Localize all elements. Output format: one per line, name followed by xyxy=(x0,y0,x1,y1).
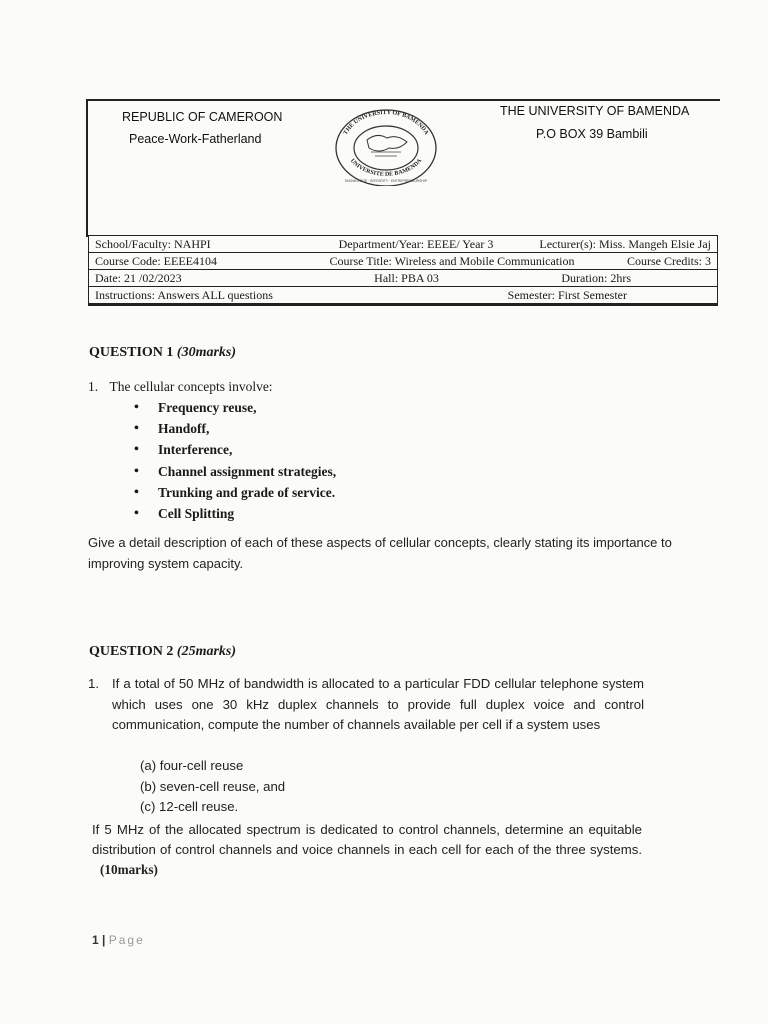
reuse-options-list xyxy=(140,756,285,818)
info-row-2 xyxy=(89,253,718,270)
list-item: • Channel assignment strategies, xyxy=(134,461,336,482)
question-1-title xyxy=(89,345,236,361)
question-2-paragraph-marks: (10marks) xyxy=(100,862,158,877)
header-motto: Peace-Work-Fatherland xyxy=(129,132,262,146)
course-code: Course Code: EEEE4104 xyxy=(95,253,217,268)
info-cell xyxy=(89,270,718,287)
header-address: P.O BOX 39 Bambili xyxy=(536,127,648,141)
info-cell xyxy=(89,253,718,270)
question-2-body xyxy=(88,674,644,736)
list-item: • Cell Splitting xyxy=(134,503,336,524)
semester: Semester: First Semester xyxy=(507,287,627,302)
page-separator: | xyxy=(102,933,106,947)
header-republic: REPUBLIC OF CAMEROON xyxy=(122,110,283,124)
question-2-paragraph-text: If 5 MHz of the allocated spectrum is dedicated to control channels, determine an equitable distribution of control channels and voice channels in each cell for each of the three systems. xyxy=(92,822,642,857)
list-item: (a) four-cell reuse xyxy=(140,758,244,773)
course-title: Course Title: Wireless and Mobile Communication xyxy=(329,253,575,268)
question-2-item-number: 1. xyxy=(88,676,99,691)
university-seal-logo xyxy=(325,104,447,186)
instructions: Instructions: Answers ALL questions xyxy=(95,287,273,302)
info-row-4 xyxy=(89,287,718,305)
exam-date: Date: 21 /02/2023 xyxy=(95,270,182,285)
course-info-table xyxy=(88,235,718,306)
question-2-label: QUESTION 2 xyxy=(89,644,174,659)
page-number: 1 xyxy=(92,933,99,947)
info-cell xyxy=(89,236,718,253)
page-word: Page xyxy=(108,933,145,947)
question-1-label: QUESTION 1 xyxy=(89,345,174,360)
question-2-text: If a total of 50 MHz of bandwidth is allocated to a particular FDD cellular telephone system which uses one 30 kHz duplex channels to provide full duplex voice and control communication, compute the number of channels available per cell if a system uses xyxy=(112,676,644,732)
exam-duration: Duration: 2hrs xyxy=(561,270,631,285)
course-credits: Course Credits: 3 xyxy=(627,253,711,268)
school-faculty: School/Faculty: NAHPI xyxy=(95,236,211,251)
list-item: • Trunking and grade of service. xyxy=(134,482,336,503)
cellular-concepts-list xyxy=(134,397,336,524)
info-cell xyxy=(89,287,718,305)
list-item: • Handoff, xyxy=(134,418,336,439)
page-footer xyxy=(92,933,145,947)
question-1-item-number: 1. xyxy=(88,379,99,394)
list-item: • Frequency reuse, xyxy=(134,397,336,418)
header-university: THE UNIVERSITY OF BAMENDA xyxy=(500,104,690,118)
question-1-intro-text: The cellular concepts involve: xyxy=(109,379,273,394)
lecturer: Lecturer(s): Miss. Mangeh Elsie Jaj xyxy=(539,236,711,251)
info-row-1 xyxy=(89,236,718,253)
list-item: (b) seven-cell reuse, and xyxy=(140,778,286,794)
svg-text:THE UNIVERSITY OF BAMENDA xyxy=(343,110,430,137)
question-2-marks: (25marks) xyxy=(176,644,237,659)
seal-bottom-text: UNIVERSITE DE BAMENDA xyxy=(348,157,424,178)
info-row-3 xyxy=(89,270,718,287)
seal-motto: KNOWLEDGE · INTEGRITY · ENTREPRENEURSHIP xyxy=(344,179,428,183)
question-1-paragraph: Give a detail description of each of these aspects of cellular concepts, clearly stating its importance to improving system capacity. xyxy=(88,535,672,571)
list-item: • Interference, xyxy=(134,439,336,460)
list-item: (c) 12-cell reuse. xyxy=(140,799,239,814)
exam-hall: Hall: PBA 03 xyxy=(374,270,439,285)
question-2-paragraph xyxy=(92,820,642,880)
question-1-marks: (30marks) xyxy=(176,345,237,360)
department-year: Department/Year: EEEE/ Year 3 xyxy=(338,236,494,251)
seal-top-text: THE UNIVERSITY OF BAMENDA xyxy=(342,109,430,136)
question-1-intro xyxy=(88,376,728,398)
question-2-title xyxy=(89,644,236,660)
